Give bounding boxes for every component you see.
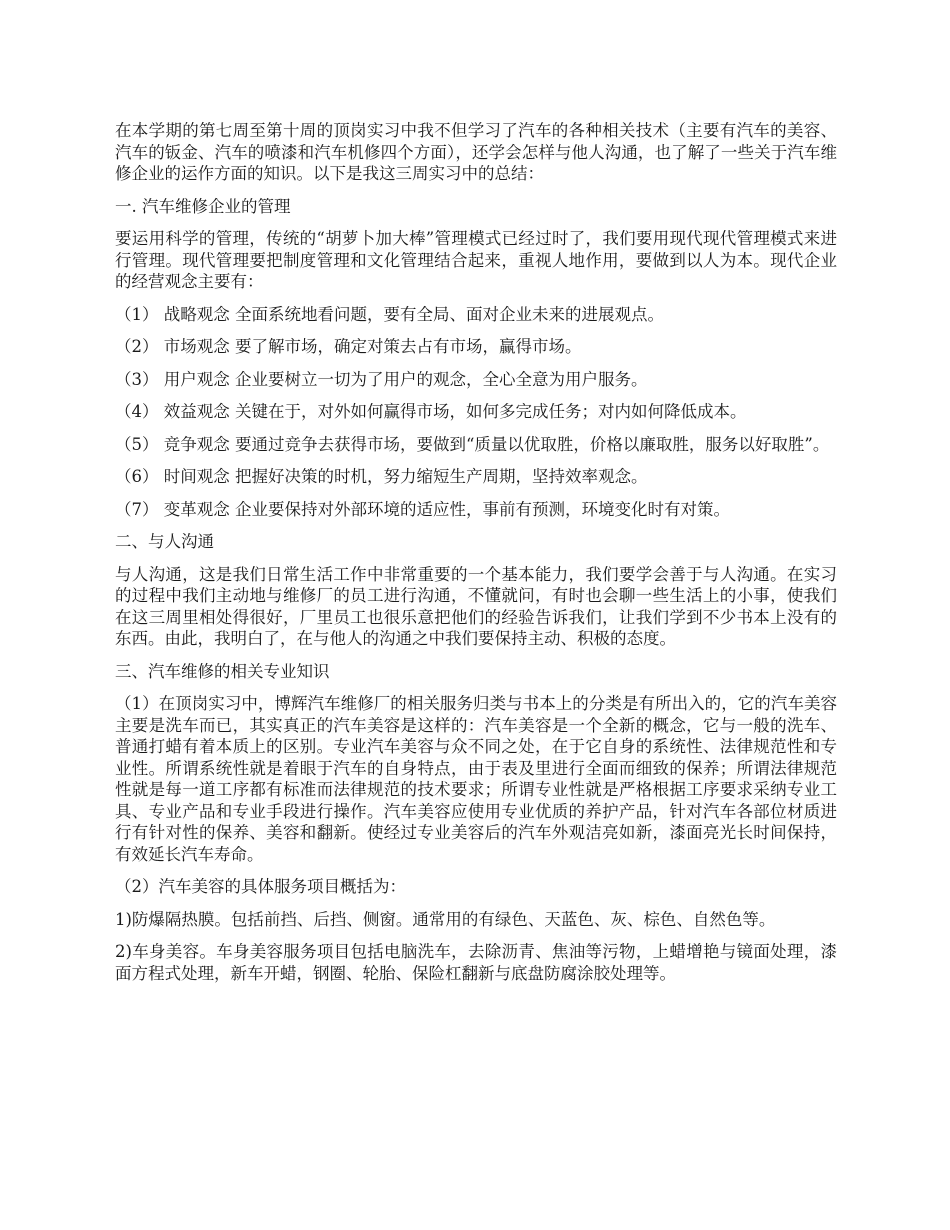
list-item-competition: （5） 竞争观念 要通过竞争去获得市场，要做到“质量以优取胜，价格以廉取胜，服务以好取胜”。: [115, 434, 830, 454]
list-item-market: （2） 市场观念 要了解市场，确定对策去占有市场，赢得市场。: [115, 337, 582, 356]
list-item-strategy: （1） 战略观念 全面系统地看问题，要有全局、面对企业未来的进展观点。: [115, 304, 664, 324]
section-heading-management: 一. 汽车维修企业的管理: [115, 196, 291, 216]
list-item-user: （3） 用户观念 企业要树立一切为了用户的观念，全心全意为用户服务。: [115, 369, 648, 389]
knowledge-paragraph-2: （2）汽车美容的具体服务项目概括为：: [115, 877, 406, 896]
list-item-reform: （7） 变革观念 企业要保持对外部环境的适应性，事前有预测，环境变化时有对策。: [115, 499, 730, 519]
section-heading-communication: 二、与人沟通: [115, 532, 214, 551]
section-heading-knowledge: 三、汽车维修的相关专业知识: [115, 661, 330, 681]
list-item-benefit: （4） 效益观念 关键在于，对外如何赢得市场，如何多完成任务；对内如何降低成本。: [115, 402, 747, 421]
management-paragraph: 要运用科学的管理，传统的“胡萝卜加大棒”管理模式已经过时了，我们要用现代现代管理模式来进行管理。现代管理要把制度管理和文化管理结合起来，重视人地作用，要做到以人为本。现代企业的经营观念主要有：: [115, 229, 837, 291]
list-item-time: （6） 时间观念 把握好决策的时机，努力缩短生产周期，坚持效率观念。: [115, 467, 648, 486]
knowledge-paragraph-1: （1）在顶岗实习中，博辉汽车维修厂的相关服务归类与书本上的分类是有所出入的，它的汽车美容主要是洗车而已，其实真正的汽车美容是这样的：汽车美容是一个全新的概念，它与一般的洗车、普通打蜡有着本质上的区别。专业汽车美容与众不同之处，在于它自身的系统性、法律规范性和专业性。所谓系统性就是着眼于汽车的自身特点，由于表及里进行全面而细致的保养；所谓法律规范性就是每一道工序都有标准而法律规范的技术要求；所谓专业性就是严格根据工序要求采纳专业工具、专业产品和专业手段进行操作。汽车美容应使用专业优质的养护产品，针对汽车各部位材质进行有针对性的保养、美容和翻新。使经过专业美容后的汽车外观洁亮如新，漆面亮光长时间保持，有效延长汽车寿命。: [115, 694, 837, 864]
intro-paragraph: 在本学期的第七周至第十周的顶岗实习中我不但学习了汽车的各种相关技术（主要有汽车的美容、汽车的钣金、汽车的喷漆和汽车机修四个方面），还学会怎样与他人沟通，也了解了一些关于汽车维修企业的运作方面的知识。以下是我这三周实习中的总结：: [115, 121, 837, 183]
document-page: [115, 120, 837, 995]
service-item-film: 1)防爆隔热膜。包括前挡、后挡、侧窗。通常用的有绿色、天蓝色、灰、棕色、自然色等。: [115, 909, 776, 929]
service-item-body: 2)车身美容。车身美容服务项目包括电脑洗车，去除沥青、焦油等污物，上蜡增艳与镜面处理，漆面方程式处理，新车开蜡，钢圈、轮胎、保险杠翻新与底盘防腐涂胶处理等。: [115, 942, 837, 983]
communication-paragraph: 与人沟通，这是我们日常生活工作中非常重要的一个基本能力，我们要学会善于与人沟通。在实习的过程中我们主动地与维修厂的员工进行沟通，不懂就问，有时也会聊一些生活上的小事，使我们在这三周里相处得很好，厂里员工也很乐意把他们的经验告诉我们，让我们学到不少书本上没有的东西。由此，我明白了，在与他人的沟通之中我们要保持主动、积极的态度。: [115, 564, 837, 648]
